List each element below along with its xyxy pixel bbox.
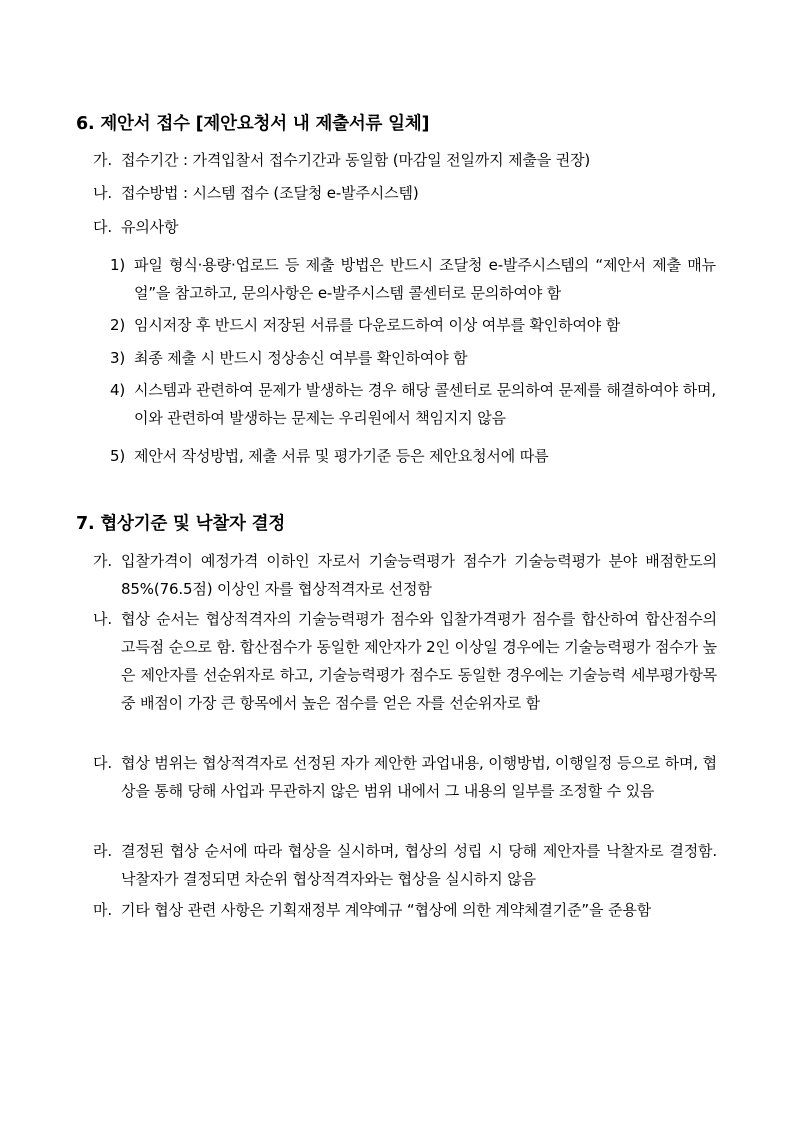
- section-7-item-ma: [93, 896, 717, 924]
- section-6-item-na: [93, 179, 733, 207]
- item-text: 입찰가격이 예정가격 이하인 자로서 기술능력평가 점수가 기술능력평가 분야 배점한도의 85%(76.5점) 이상인 자를 협상적격자로 선정함: [121, 552, 717, 598]
- item-text: 결정된 협상 순서에 따라 협상을 실시하며, 협상의 성립 시 당해 제안자를 낙찰자로 결정함. 낙찰자가 결정되면 차순위 협상적격자와는 협상을 실시하지 않음: [121, 842, 717, 888]
- note-text: 최종 제출 시 반드시 정상송신 여부를 확인하여야 함: [134, 349, 468, 367]
- section-6-item-da: [93, 213, 733, 241]
- item-marker: 나.: [93, 610, 112, 628]
- section-6-note-1: [110, 251, 716, 307]
- note-text: 임시저장 후 반드시 저장된 서류를 다운로드하여 이상 여부를 확인하여야 함: [134, 316, 621, 334]
- item-marker: 마.: [93, 901, 112, 919]
- item-text: 접수방법 : 시스템 접수 (조달청 e-발주시스템): [121, 184, 419, 202]
- section-7-item-ra: [93, 837, 717, 893]
- note-text: 파일 형식·용량·업로드 등 제출 방법은 반드시 조달청 e-발주시스템의 “제안서 제출 매뉴얼”을 참고하고, 문의사항은 e-발주시스템 콜센터로 문의하여야 함: [134, 256, 716, 302]
- item-marker: 나.: [93, 184, 112, 202]
- section-7-item-ga: [93, 547, 717, 603]
- note-marker: 1): [110, 256, 126, 274]
- section-7-item-da: [93, 749, 717, 805]
- note-text: 시스템과 관련하여 문제가 발생하는 경우 해당 콜센터로 문의하여 문제를 해결하여야 하며, 이와 관련하여 발생하는 문제는 우리원에서 책임지지 않음: [134, 381, 716, 427]
- section-6-item-ga: [93, 146, 733, 174]
- item-marker: 가.: [93, 151, 112, 169]
- item-marker: 라.: [93, 842, 112, 860]
- note-marker: 3): [110, 349, 126, 367]
- item-marker: 가.: [93, 552, 112, 570]
- section-6-note-2: [110, 311, 730, 339]
- note-marker: 5): [110, 447, 126, 465]
- section-6-note-5: [110, 442, 730, 470]
- section-7-title: 7. 협상기준 및 낙찰자 결정: [76, 514, 286, 534]
- item-marker: 다.: [93, 218, 112, 236]
- section-6-note-4: [110, 376, 716, 432]
- item-marker: 다.: [93, 754, 112, 772]
- section-7-item-na: [93, 605, 717, 717]
- item-text: 유의사항: [121, 218, 179, 236]
- note-text: 제안서 작성방법, 제출 서류 및 평가기준 등은 제안요청서에 따름: [134, 447, 549, 465]
- item-text: 협상 순서는 협상적격자의 기술능력평가 점수와 입찰가격평가 점수를 합산하여 합산점수의 고득점 순으로 함. 합산점수가 동일한 제안자가 2인 이상일 경우에는 기술능력평가 점수가 높은 제안자를 선순위자로 하고, 기술능력평가 점수도 동일한 경우에는 기술능력 세부평가항목 중 배점이 가장 큰 항목에서 높은 점수를 얻은 자를 선순위자로 함: [121, 610, 717, 712]
- section-6-title: 6. 제안서 접수 [제안요청서 내 제출서류 일체]: [76, 114, 430, 134]
- item-text: 접수기간 : 가격입찰서 접수기간과 동일함 (마감일 전일까지 제출을 권장): [121, 151, 591, 169]
- item-text: 기타 협상 관련 사항은 기획재정부 계약예규 “협상에 의한 계약체결기준”을 준용함: [121, 901, 652, 919]
- item-text: 협상 범위는 협상적격자로 선정된 자가 제안한 과업내용, 이행방법, 이행일정 등으로 하며, 협상을 통해 당해 사업과 무관하지 않은 범위 내에서 그 내용의 일부를 조정할 수 있음: [121, 754, 717, 800]
- note-marker: 2): [110, 316, 126, 334]
- section-6-note-3: [110, 344, 730, 372]
- note-marker: 4): [110, 381, 126, 399]
